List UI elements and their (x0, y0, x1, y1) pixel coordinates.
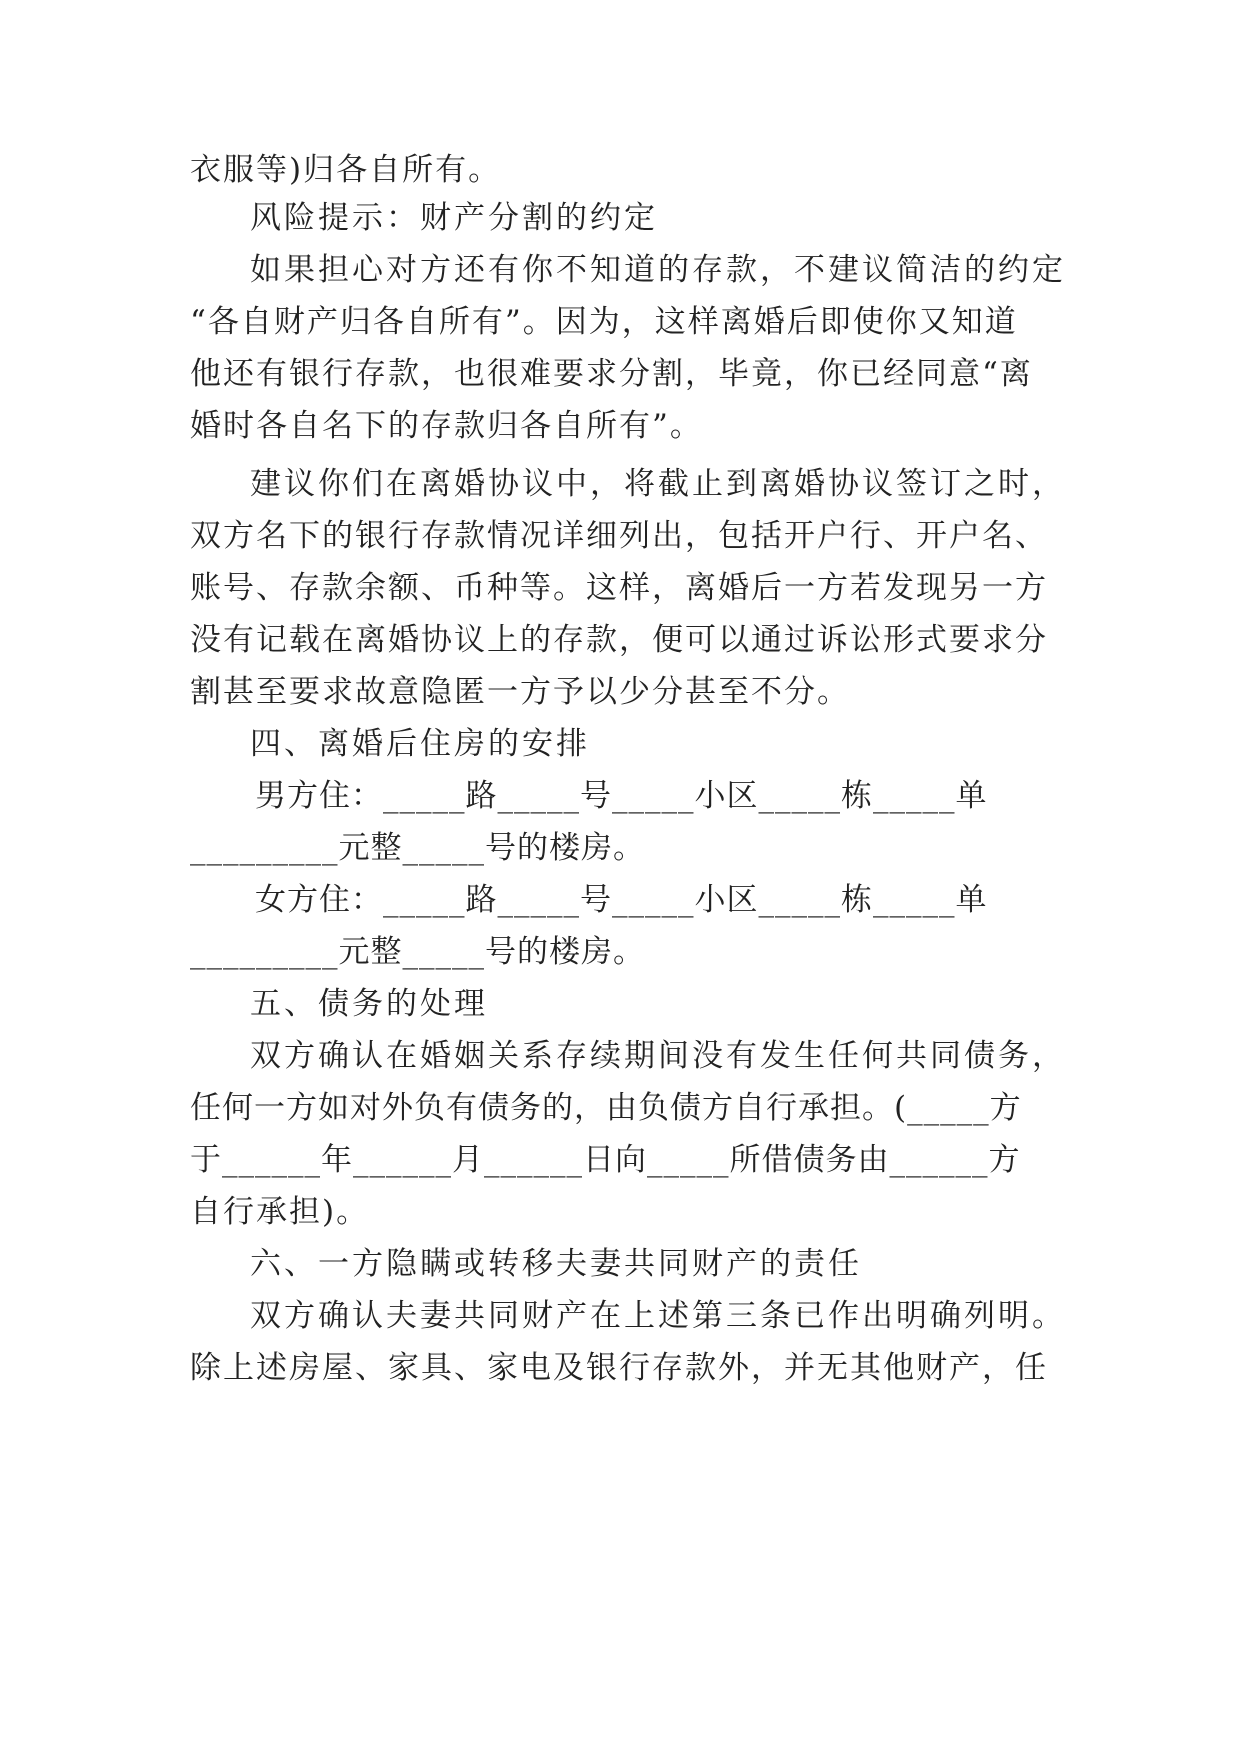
text-line: 双方确认夫妻共同财产在上述第三条已作出明确列明。 (250, 1298, 1066, 1334)
housing-line-male: 男方住：_____路_____号_____小区_____栋_____单 (255, 778, 988, 814)
text-line: 婚时各自名下的存款归各自所有”。 (190, 408, 703, 444)
section-heading: 四、离婚后住房的安排 (250, 726, 590, 762)
section-heading: 六、一方隐瞒或转移夫妻共同财产的责任 (250, 1246, 862, 1282)
text-line: 于______年______月______日向_____所借债务由______方 (190, 1142, 1021, 1178)
text-line: 自行承担)。 (190, 1194, 370, 1230)
text-line: “各自财产归各自所有”。因为，这样离婚后即使你又知道 (190, 304, 1018, 340)
text-line: 双方确认在婚姻关系存续期间没有发生任何共同债务， (250, 1038, 1066, 1074)
housing-line-female-cont: _________元整_____号的楼房。 (190, 934, 645, 970)
section-heading: 风险提示：财产分割的约定 (250, 200, 658, 236)
housing-line-male-cont: _________元整_____号的楼房。 (190, 830, 645, 866)
text-line: 账号、存款余额、币种等。这样，离婚后一方若发现另一方 (190, 570, 1048, 606)
text-line: 他还有银行存款，也很难要求分割，毕竟，你已经同意“离 (190, 356, 1033, 392)
text-line: 除上述房屋、家具、家电及银行存款外，并无其他财产，任 (190, 1350, 1048, 1386)
housing-line-female: 女方住：_____路_____号_____小区_____栋_____单 (255, 882, 988, 918)
text-line: 如果担心对方还有你不知道的存款，不建议简洁的约定 (250, 252, 1066, 288)
text-line: 任何一方如对外负有债务的，由负债方自行承担。(_____方 (190, 1090, 1022, 1126)
text-line: 割甚至要求故意隐匿一方予以少分甚至不分。 (190, 674, 850, 710)
text-line: 衣服等)归各自所有。 (190, 152, 502, 188)
text-line: 建议你们在离婚协议中，将截止到离婚协议签订之时， (250, 466, 1066, 502)
section-heading: 五、债务的处理 (250, 986, 488, 1022)
text-line: 没有记载在离婚协议上的存款，便可以通过诉讼形式要求分 (190, 622, 1048, 658)
text-line: 双方名下的银行存款情况详细列出，包括开户行、开户名、 (190, 518, 1048, 554)
